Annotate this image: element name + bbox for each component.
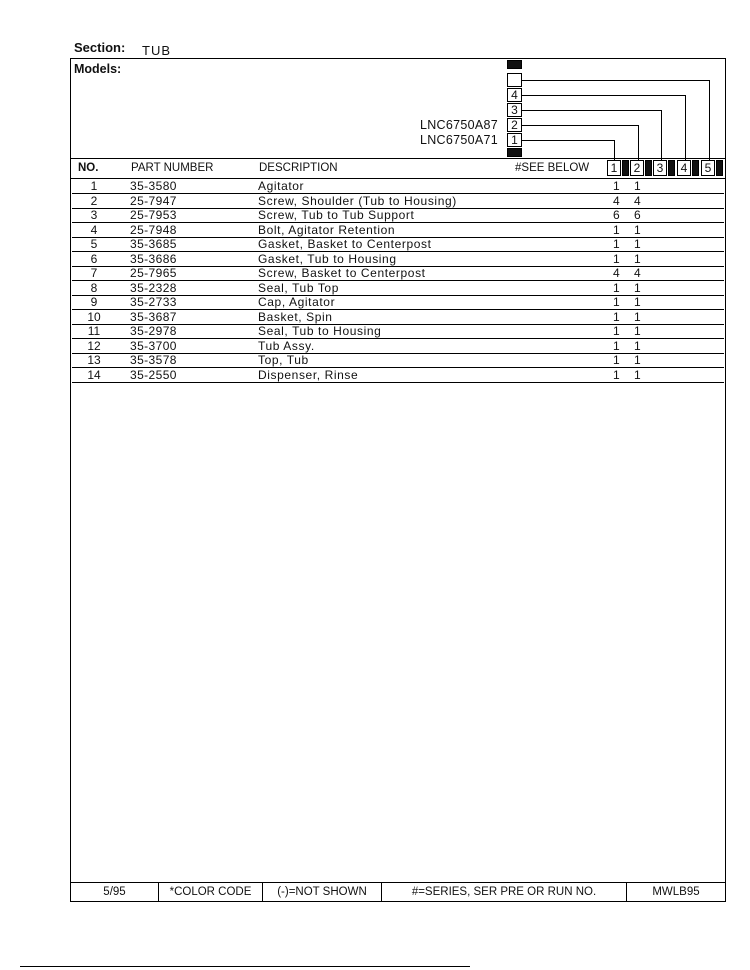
part-number: 25-7947 — [130, 193, 177, 208]
part-description: Screw, Tub to Tub Support — [258, 208, 415, 222]
part-number: 35-3700 — [130, 338, 177, 353]
table-row — [72, 325, 724, 339]
quantity-col-1: 4 — [613, 266, 620, 280]
row-number: 3 — [90, 208, 98, 222]
quantity-col-2: 4 — [634, 266, 641, 280]
part-number: 25-7948 — [130, 222, 177, 237]
footer-bar — [70, 882, 726, 902]
part-description: Cap, Agitator — [258, 295, 336, 309]
column-separator — [692, 160, 699, 176]
quantity-col-2: 1 — [634, 222, 641, 237]
quantity-col-1: 4 — [613, 193, 620, 208]
row-number: 14 — [87, 367, 101, 382]
section-label: Section: — [74, 40, 126, 55]
model-box-top-marker — [507, 60, 522, 69]
connector-line — [709, 80, 710, 160]
quantity-col-1: 1 — [613, 251, 620, 266]
quantity-col-1: 1 — [613, 237, 620, 251]
part-description: Dispenser, Rinse — [258, 367, 359, 382]
model-box-2: 2 — [507, 118, 522, 132]
part-number: 25-7953 — [130, 208, 177, 222]
table-row — [72, 224, 724, 238]
row-number: 10 — [87, 309, 101, 324]
header-no: NO. — [78, 162, 99, 174]
footer-color-code: *COLOR CODE — [159, 883, 263, 901]
quantity-col-2: 1 — [634, 280, 641, 295]
quantity-col-2: 1 — [634, 179, 641, 193]
table-row — [72, 282, 724, 296]
table-row — [72, 369, 724, 383]
row-number: 12 — [87, 338, 101, 353]
table-row — [72, 340, 724, 354]
model-box-bottom-marker — [507, 148, 522, 157]
part-description: Seal, Tub Top — [258, 280, 339, 295]
part-description: Bolt, Agitator Retention — [258, 222, 396, 237]
column-separator — [622, 160, 629, 176]
part-number: 35-2978 — [130, 324, 177, 338]
table-row — [72, 180, 724, 194]
column-box-1: 1 — [607, 160, 621, 176]
quantity-col-2: 1 — [634, 367, 641, 382]
connector-line — [522, 95, 686, 96]
part-number: 35-2550 — [130, 367, 177, 382]
part-number: 35-3580 — [130, 179, 177, 193]
quantity-col-2: 1 — [634, 353, 641, 367]
table-row — [72, 253, 724, 267]
quantity-col-2: 1 — [634, 251, 641, 266]
row-number: 9 — [90, 295, 98, 309]
connector-line — [685, 95, 686, 160]
table-row — [72, 209, 724, 223]
quantity-col-2: 4 — [634, 193, 641, 208]
quantity-col-1: 6 — [613, 208, 620, 222]
connector-line — [522, 125, 639, 126]
row-number: 4 — [90, 222, 98, 237]
row-number: 2 — [90, 193, 98, 208]
model-box-3: 3 — [507, 103, 522, 117]
quantity-col-1: 1 — [613, 338, 620, 353]
column-box-5: 5 — [701, 160, 715, 176]
scan-edge-line — [20, 966, 470, 967]
header-top-rule — [70, 158, 726, 159]
column-box-4: 4 — [677, 160, 691, 176]
table-row — [72, 195, 724, 209]
quantity-col-1: 1 — [613, 280, 620, 295]
row-number: 11 — [87, 324, 101, 338]
quantity-col-2: 1 — [634, 324, 641, 338]
model-box-blank — [507, 73, 522, 87]
quantity-col-2: 1 — [634, 338, 641, 353]
model-name-2: LNC6750A71 — [419, 133, 498, 147]
part-number: 35-3686 — [130, 251, 177, 266]
table-row — [72, 238, 724, 252]
section-value: TUB — [142, 43, 171, 58]
part-description: Seal, Tub to Housing — [258, 324, 382, 338]
models-label: Models: — [74, 62, 122, 76]
part-description: Screw, Basket to Centerpost — [258, 266, 426, 280]
quantity-col-1: 1 — [613, 295, 620, 309]
quantity-col-2: 1 — [634, 309, 641, 324]
column-box-2: 2 — [630, 160, 644, 176]
quantity-col-1: 1 — [613, 222, 620, 237]
footer-code: MWLB95 — [652, 886, 700, 898]
model-name-1: LNC6750A87 — [419, 118, 498, 132]
quantity-col-1: 1 — [613, 353, 620, 367]
part-description: Screw, Shoulder (Tub to Housing) — [258, 193, 457, 208]
table-row — [72, 354, 724, 368]
part-description: Tub Assy. — [258, 338, 315, 353]
column-box-3: 3 — [653, 160, 667, 176]
connector-line — [614, 140, 615, 160]
connector-line — [522, 140, 615, 141]
model-box-4: 4 — [507, 88, 522, 102]
header-description: DESCRIPTION — [259, 162, 338, 174]
connector-line — [638, 125, 639, 160]
part-number: 35-3685 — [130, 237, 177, 251]
footer-date: 5/95 — [71, 883, 159, 901]
row-number: 8 — [90, 280, 98, 295]
model-box-1: 1 — [507, 133, 522, 147]
header-see-below: #SEE BELOW — [515, 162, 590, 174]
quantity-col-2: 1 — [634, 295, 641, 309]
row-rule — [72, 382, 724, 383]
quantity-col-1: 1 — [613, 324, 620, 338]
quantity-col-1: 1 — [613, 309, 620, 324]
column-separator — [645, 160, 652, 176]
column-separator — [668, 160, 675, 176]
quantity-col-2: 6 — [634, 208, 641, 222]
row-number: 5 — [90, 237, 98, 251]
table-row — [72, 267, 724, 281]
row-number: 1 — [90, 179, 98, 193]
row-number: 6 — [90, 251, 98, 266]
row-number: 13 — [87, 353, 101, 367]
quantity-col-1: 1 — [613, 179, 620, 193]
part-number: 35-3578 — [130, 353, 177, 367]
part-description: Agitator — [258, 179, 305, 193]
connector-line — [522, 80, 710, 81]
header-part-number: PART NUMBER — [131, 162, 214, 174]
row-number: 7 — [90, 266, 98, 280]
footer-series: #=SERIES, SER PRE OR RUN NO. — [382, 883, 627, 901]
part-number: 25-7965 — [130, 266, 177, 280]
table-row — [72, 311, 724, 325]
quantity-col-2: 1 — [634, 237, 641, 251]
part-description: Gasket, Tub to Housing — [258, 251, 397, 266]
part-description: Top, Tub — [258, 353, 309, 367]
part-description: Gasket, Basket to Centerpost — [258, 237, 432, 251]
connector-line — [661, 110, 662, 160]
footer-not-shown: (-)=NOT SHOWN — [263, 883, 382, 901]
part-number: 35-2328 — [130, 280, 177, 295]
part-description: Basket, Spin — [258, 309, 333, 324]
table-row — [72, 296, 724, 310]
part-number: 35-2733 — [130, 295, 177, 309]
column-separator — [716, 160, 723, 176]
quantity-col-1: 1 — [613, 367, 620, 382]
connector-line — [522, 110, 662, 111]
part-number: 35-3687 — [130, 309, 177, 324]
